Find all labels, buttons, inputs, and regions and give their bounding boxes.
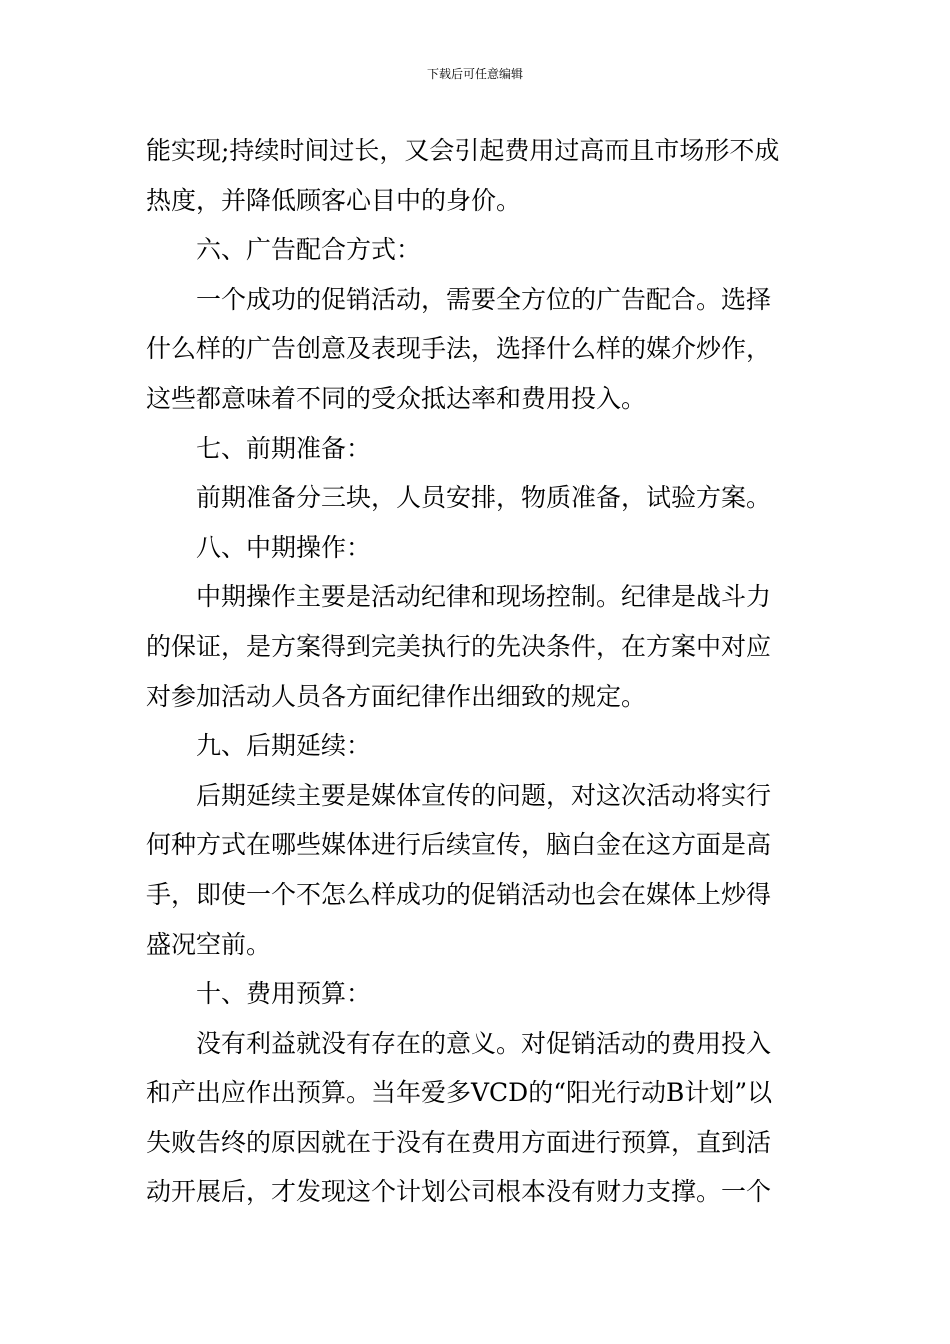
section-heading — [146, 969, 806, 1019]
section-heading — [146, 424, 806, 474]
text-line: 的保证，是方案得到完美执行的先决条件，在方案中对应 — [146, 631, 772, 661]
text-line: 这些都意味着不同的受众抵达率和费用投入。 — [146, 383, 647, 413]
text-line: 中期操作主要是活动纪律和现场控制。纪律是战斗力 — [196, 582, 772, 612]
text-line: 十、费用预算： — [196, 979, 372, 1009]
paragraph — [146, 126, 806, 225]
text-line: 能实现;持续时间过长，又会引起费用过高而且市场形不成 — [146, 136, 780, 165]
paragraph — [146, 1019, 806, 1217]
text-line: 和产出应作出预算。当年爱多VCD的“阳光行动B计划”以 — [146, 1078, 773, 1108]
text-line: 八、中期操作： — [196, 532, 372, 562]
paragraph — [146, 771, 806, 969]
section-heading — [146, 721, 806, 771]
text-line: 何种方式在哪些媒体进行后续宣传，脑白金在这方面是高 — [146, 830, 772, 860]
text-line: 没有利益就没有存在的意义。对促销活动的费用投入 — [196, 1028, 772, 1058]
text-line: 前期准备分三块，人员安排，物质准备，试验方案。 — [196, 483, 772, 513]
paragraph — [146, 572, 806, 721]
text-line: 六、广告配合方式： — [196, 235, 422, 265]
text-line: 盛况空前。 — [146, 929, 272, 959]
text-line: 九、后期延续： — [196, 731, 372, 761]
paragraph — [146, 275, 806, 424]
text-line: 热度，并降低顾客心目中的身价。 — [146, 185, 522, 215]
page-header: 下载后可任意编辑 — [426, 67, 523, 81]
text-line: 对参加活动人员各方面纪律作出细致的规定。 — [146, 681, 647, 711]
text-line: 七、前期准备： — [196, 433, 372, 463]
section-heading — [146, 523, 806, 573]
text-line: 什么样的广告创意及表现手法，选择什么样的媒介炒作， — [146, 334, 772, 364]
text-line: 动开展后，才发现这个计划公司根本没有财力支撑。一个 — [146, 1177, 772, 1207]
section-heading — [146, 225, 806, 275]
text-line: 手，即使一个不怎么样成功的促销活动也会在媒体上炒得 — [146, 879, 772, 909]
text-line: 一个成功的促销活动，需要全方位的广告配合。选择 — [196, 284, 772, 314]
text-line: 失败告终的原因就在于没有在费用方面进行预算，直到活 — [146, 1127, 772, 1157]
paragraph — [146, 473, 806, 523]
text-line: 后期延续主要是媒体宣传的问题，对这次活动将实行 — [196, 780, 772, 810]
document-body — [146, 126, 806, 1217]
